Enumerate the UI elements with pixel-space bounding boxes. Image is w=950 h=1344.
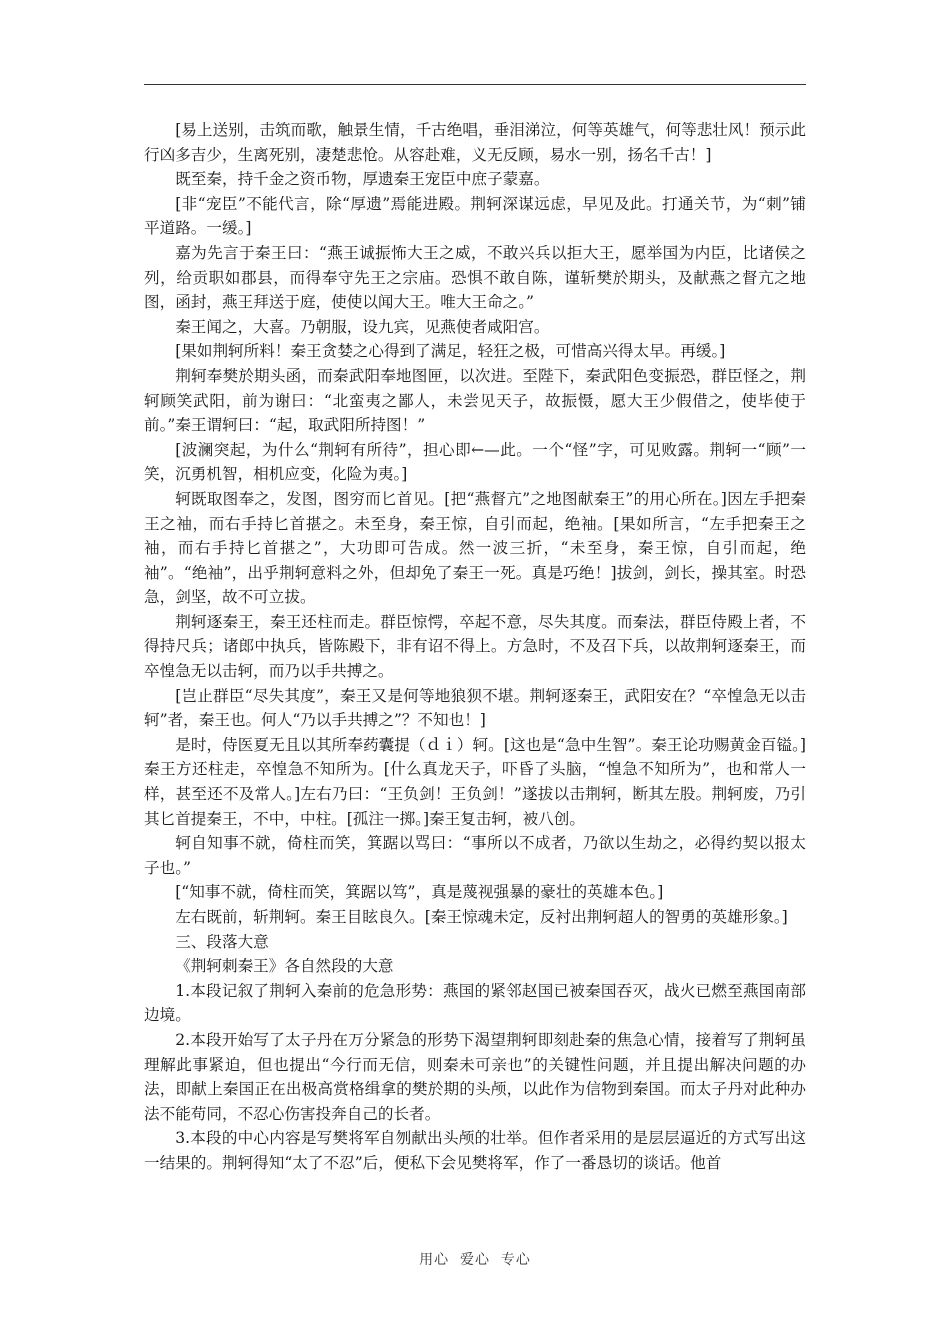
paragraph: [“知事不就，倚柱而笑，箕踞以笃”，真是蔑视强暴的豪壮的英雄本色。] bbox=[175, 883, 664, 902]
paragraph: [岂止群臣“尽失其度”，秦王又是何等地狼狈不堪。荆轲逐秦王，武阳安在？“卒惶急无以击轲”者，秦王也。何人“乃以手共搏之”？不知也！] bbox=[144, 686, 806, 730]
section-heading: 三、段落大意 bbox=[175, 932, 269, 951]
document-body bbox=[144, 118, 806, 1176]
paragraph: [波澜突起，为什么“荆轲有所待”，担心即←—此。一个“怪”字，可见败露。荆轲一“顾”一笑，沉勇机智，相机应变，化险为夷。] bbox=[144, 440, 806, 484]
paragraph: 3.本段的中心内容是写樊将军自刎献出头颅的壮举。但作者采用的是层层逼近的方式写出这一结果的。荆轲得知“太了不忍”后，便私下会见樊将军，作了一番恳切的谈话。他首 bbox=[144, 1129, 806, 1172]
paragraph: 是时，侍医夏无且以其所奉药囊提（ｄｉ）轲。[这也是“急中生智”。秦王论功赐黄金百镒。]秦王方还柱走，卒惶急不知所为。[什么真龙天子，吓昏了头脑，“惶急不知所为”，也和常人一样，甚至还不及常人。]左右乃曰：“王负剑！王负剑！”遂拔以击荆轲，断其左股。荆轲废，乃引其匕首提秦王，不中，中柱。[孤注一掷。]秦王复击轲，被八创。 bbox=[144, 735, 806, 828]
paragraph: [果如荆轲所料！秦王贪婪之心得到了满足，轻狂之极，可惜高兴得太早。再缓。] bbox=[175, 342, 726, 361]
paragraph: [非“宠臣”不能代言，除“厚遗”焉能进殿。荆轲深谋远虑，早见及此。打通关节，为“刺”铺平道路。一缓。] bbox=[144, 194, 806, 238]
paragraph: 秦王闻之，大喜。乃朝服，设九宾，见燕使者咸阳宫。 bbox=[175, 317, 550, 336]
paragraph: 荆轲奉樊於期头函，而秦武阳奉地图匣，以次进。至陛下，秦武阳色变振恐，群臣怪之，荆轲顾笑武阳，前为谢曰：“北蛮夷之鄙人，未尝见天子，故振慑，愿大王少假借之，使毕使于前。”秦王谓轲曰：“起，取武阳所持图！” bbox=[144, 366, 806, 435]
page-footer: 用心 爱心 专心 bbox=[419, 1252, 531, 1268]
paragraph: 既至秦，持千金之资币物，厚遗秦王宠臣中庶子蒙嘉。 bbox=[175, 170, 550, 189]
paragraph: 嘉为先言于秦王曰：“燕王诚振怖大王之威，不敢兴兵以拒大王，愿举国为内臣，比诸侯之列，给贡职如郡县，而得奉守先王之宗庙。恐惧不敢自陈，谨斩樊於期头，及献燕之督亢之地图，函封，燕王拜送于庭，使使以闻大王。唯大王命之。” bbox=[144, 243, 806, 312]
paragraph: [易上送别，击筑而歌，触景生情，千古绝唱，垂泪涕泣，何等英雄气，何等悲壮风！预示此行凶多吉少，生离死别，凄楚悲怆。从容赴难，义无反顾，易水一别，扬名千古！] bbox=[144, 121, 806, 164]
paragraph: 2.本段开始写了太子丹在万分紧急的形势下渴望荆轲即刻赴秦的焦急心情，接着写了荆轲虽理解此事紧迫，但也提出“今行而无信，则秦未可亲也”的关键性问题，并且提出解决问题的办法，即献上秦国正在出极高赏格缉拿的樊於期的头颅，以此作为信物到秦国。而太子丹对此种办法不能苟同，不忍心伤害投奔自己的长者。 bbox=[144, 1030, 806, 1123]
paragraph: 轲自知事不就，倚柱而笑，箕踞以骂曰：“事所以不成者，乃欲以生劫之，必得约契以报太子也。” bbox=[144, 834, 806, 877]
paragraph: 轲既取图奉之，发图，图穷而匕首见。[把“燕督亢”之地图献秦王”的用心所在。]因左手把秦王之袖，而右手持匕首揕之。未至身，秦王惊，自引而起，绝袖。[果如所言，“左手把秦王之袖，而右手持匕首揕之”，大功即可告成。然一波三折，“未至身，秦王惊，自引而起，绝袖”。“绝袖”，出乎荆轲意料之外，但却免了秦王一死。真是巧绝！]拔剑，剑长，操其室。时恐急，剑坚，故不可立拔。 bbox=[144, 489, 806, 607]
paragraph: 左右既前，斩荆轲。秦王目眩良久。[秦王惊魂未定，反衬出荆轲超人的智勇的英雄形象。] bbox=[175, 908, 788, 926]
header-rule bbox=[144, 84, 806, 85]
paragraph: 荆轲逐秦王，秦王还柱而走。群臣惊愕，卒起不意，尽失其度。而秦法，群臣侍殿上者，不得持尺兵；诸郎中执兵，皆陈殿下，非有诏不得上。方急时，不及召下兵，以故荆轲逐秦王，而卒惶急无以击轲，而乃以手共搏之。 bbox=[144, 612, 806, 681]
paragraph: 1.本段记叙了荆轲入秦前的危急形势：燕国的紧邻赵国已被秦国吞灭，战火已燃至燕国南部边境。 bbox=[144, 981, 806, 1025]
subsection-heading: 《荆轲刺秦王》各自然段的大意 bbox=[175, 957, 394, 976]
